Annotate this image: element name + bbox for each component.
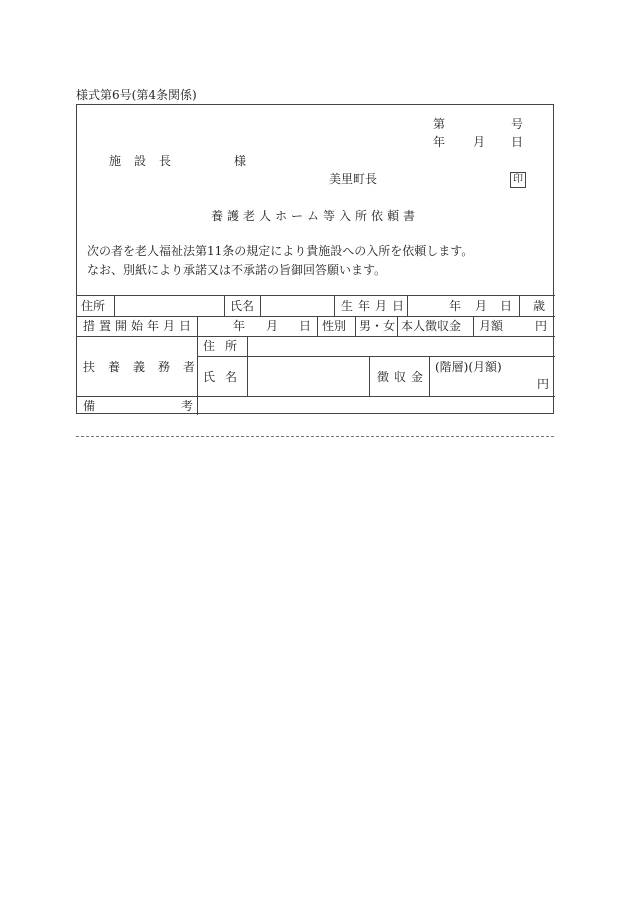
table-col-line <box>224 295 225 316</box>
number-suffix: 号 <box>511 117 524 131</box>
self-fee-label: 本人徴収金 <box>401 319 462 333</box>
cut-line <box>76 436 554 437</box>
seal-mark: 印 <box>510 172 526 188</box>
date-month: 月 <box>473 135 486 149</box>
name-label: 氏名 <box>230 299 255 313</box>
guardian-yen-unit: 円 <box>537 377 550 391</box>
table-col-line <box>519 295 520 316</box>
table-col-line <box>429 356 430 396</box>
table-row-line <box>77 336 555 337</box>
table-col-line <box>197 336 198 415</box>
measure-start-label: 措置開始年月日 <box>83 319 196 333</box>
gender-options: 男・女 <box>359 319 396 333</box>
measure-month: 月 <box>266 319 279 333</box>
number-prefix: 第 <box>433 117 446 131</box>
form-number-label: 様式第6号(第4条関係) <box>76 88 197 102</box>
document-title: 養護老人ホーム等入所依頼書 <box>210 209 419 223</box>
remarks-label-2: 考 <box>181 399 194 413</box>
birth-month: 月 <box>475 299 488 313</box>
date-year: 年 <box>433 135 446 149</box>
table-top-line <box>77 295 555 296</box>
table-row-line <box>197 356 555 357</box>
tier-monthly-label: (階層)(月額) <box>435 360 502 374</box>
table-col-line <box>114 295 115 316</box>
table-col-line <box>334 295 335 316</box>
table-col-line <box>260 295 261 316</box>
age-unit: 歳 <box>533 299 546 313</box>
collection-fee-label: 徴収金 <box>377 370 429 384</box>
address-label: 住所 <box>81 299 106 313</box>
measure-year: 年 <box>233 319 246 333</box>
table-col-line <box>369 356 370 396</box>
table-col-line <box>247 336 248 396</box>
issuer-name: 美里町長 <box>329 172 378 186</box>
request-form <box>76 104 554 414</box>
body-line-1: 次の者を老人福祉法第11条の規定により貴施設への入所を依頼します。 <box>87 244 474 258</box>
body-line-2: なお、別紙により承諾又は不承諾の旨御回答願います。 <box>87 263 387 277</box>
table-row-line <box>77 396 555 397</box>
guardian-address-label: 住所 <box>203 339 248 353</box>
gender-label: 性別 <box>322 319 347 333</box>
yen-unit: 円 <box>535 319 548 333</box>
birth-year: 年 <box>449 299 462 313</box>
birth-day: 日 <box>500 299 513 313</box>
table-col-line <box>197 316 198 336</box>
monthly-amount-label: 月額 <box>479 319 504 333</box>
honorific: 様 <box>234 154 247 168</box>
table-col-line <box>397 316 398 336</box>
remarks-label-1: 備 <box>83 399 96 413</box>
table-col-line <box>355 316 356 336</box>
guardian-name-label: 氏名 <box>203 370 248 384</box>
facility-head-label: 施設長 <box>109 154 185 168</box>
table-row-line <box>77 316 555 317</box>
guardian-label: 扶養義務者 <box>83 360 209 374</box>
table-col-line <box>473 316 474 336</box>
measure-day: 日 <box>299 319 312 333</box>
birth-date-label: 生年月日 <box>341 299 410 313</box>
date-day: 日 <box>511 135 524 149</box>
table-col-line <box>317 316 318 336</box>
